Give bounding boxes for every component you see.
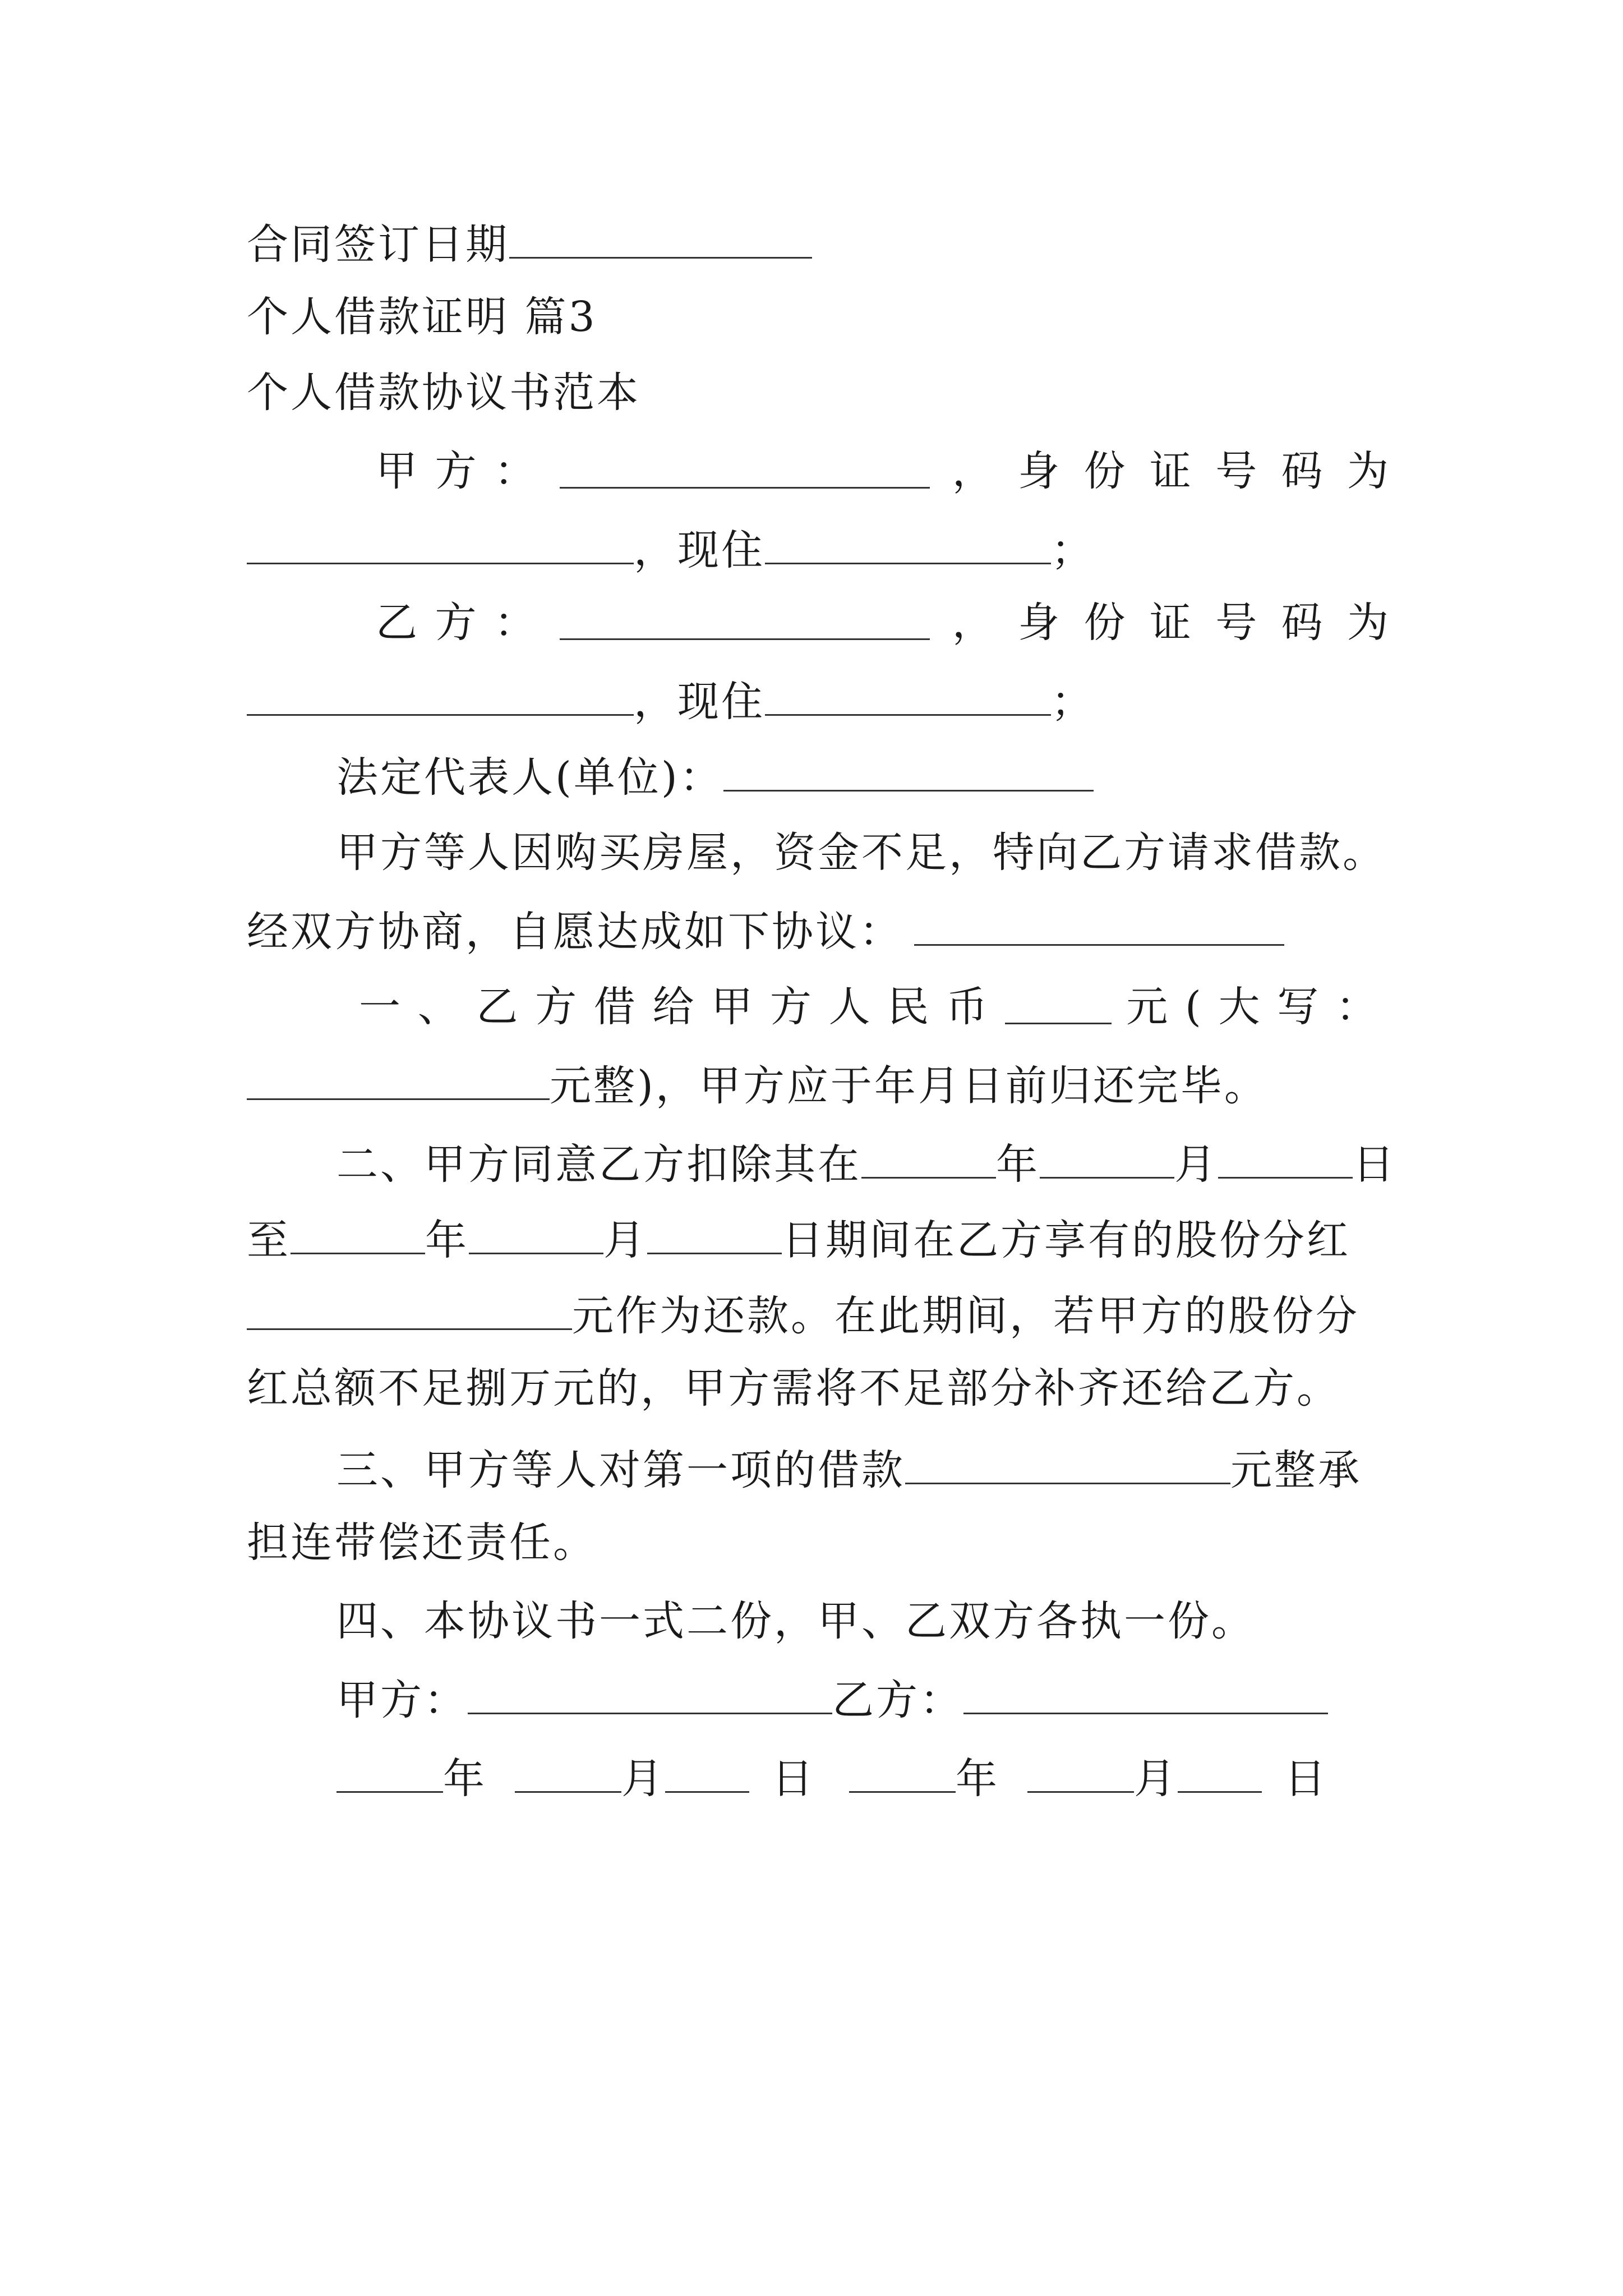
legal-rep-blank: [723, 746, 1094, 792]
id-label-char: 份: [1083, 447, 1128, 495]
id-label-char: 证: [1149, 447, 1193, 495]
clause-char: 甲: [711, 983, 755, 1031]
party-b-line: [376, 595, 1391, 651]
clause-1-line-2-text: 元整)，甲方应于年月日前归还完毕。: [550, 1062, 1268, 1110]
a-day-blank: [665, 1747, 749, 1793]
b-day-blank: [1178, 1747, 1262, 1793]
a-month-blank: [515, 1747, 621, 1793]
party-b-name-blank: [560, 595, 930, 640]
year-blank: [861, 1133, 996, 1179]
id-label-char: 身: [1018, 447, 1062, 495]
semicolon: ；: [1051, 678, 1095, 726]
legal-rep-line: [336, 746, 1391, 802]
id-label-char: 号: [1215, 599, 1260, 647]
year-label: 年: [996, 1140, 1040, 1189]
clause-char: 大: [1218, 983, 1262, 1031]
party-b-address-label: ，现住: [634, 678, 765, 726]
clause-4: 四、本协议书一式二份，甲、乙双方各执一份。: [336, 1597, 1255, 1645]
clause-char: 给: [652, 983, 697, 1031]
signing-date-label: 合同签订日期: [247, 220, 509, 269]
amount-upper-blank: [247, 1055, 550, 1100]
intro-line-1: 甲方等人因购买房屋，资金不足，特向乙方请求借款。: [336, 829, 1386, 877]
id-label-char: 证: [1149, 599, 1193, 647]
month-blank: [469, 1209, 603, 1254]
label-char: ：: [494, 447, 538, 495]
month-label: 月: [1134, 1755, 1178, 1803]
month-label: 月: [1174, 1140, 1218, 1189]
semicolon: ；: [1051, 526, 1095, 574]
clause-3-end: 元整承: [1230, 1446, 1362, 1494]
intro-line-2: [247, 900, 1391, 956]
clause-2-line-4: 红总额不足捌万元的，甲方需将不足部分补齐还给乙方。: [247, 1364, 1340, 1412]
clause-char: (: [1184, 983, 1204, 1031]
sign-party-a-label: 甲方：: [336, 1676, 468, 1724]
signature-line: [336, 1669, 1391, 1725]
dividend-blank: [247, 1285, 572, 1330]
b-month-blank: [1027, 1747, 1134, 1793]
clause-char: ：: [1335, 983, 1380, 1031]
clause-3-line-1: [336, 1439, 1391, 1495]
b-year-blank: [849, 1747, 956, 1793]
day-blank: [1218, 1133, 1353, 1179]
signing-date-blank: [509, 213, 812, 259]
clause-char: 方: [769, 983, 814, 1031]
a-year-blank: [336, 1747, 443, 1793]
clause-2-line-2: [247, 1209, 1391, 1265]
period-text: 日期间在乙方享有的股份分红: [782, 1216, 1350, 1264]
party-b-label: [376, 595, 538, 651]
party-b-address-blank: [765, 670, 1051, 716]
sign-party-b-label: 乙方：: [832, 1676, 963, 1724]
label-char: ：: [494, 599, 538, 647]
party-a-address-label: ，现住: [634, 526, 765, 574]
clause-char: 币: [946, 983, 990, 1031]
clause-3-line-2: 担连带偿还责任。: [247, 1519, 597, 1567]
clause-char: 元: [1126, 983, 1170, 1031]
id-label-char: 份: [1083, 599, 1128, 647]
year-label: 年: [443, 1755, 487, 1803]
day-label: 日: [772, 1755, 815, 1803]
clause-char: 借: [593, 983, 638, 1031]
label-char: 乙: [376, 599, 419, 647]
clause-char: 写: [1277, 983, 1321, 1031]
day-label: 日: [1353, 1140, 1396, 1189]
amount-blank: [1005, 979, 1112, 1024]
intro-blank: [914, 900, 1284, 946]
month-blank: [1040, 1133, 1174, 1179]
signing-date-line: [247, 213, 1391, 269]
id-label-char: 为: [1347, 599, 1391, 647]
clause-char: 、: [417, 983, 462, 1031]
clause-3-start: 三、甲方等人对第一项的借款: [336, 1446, 905, 1494]
party-a-address-blank: [765, 519, 1051, 564]
month-label: 月: [621, 1755, 665, 1803]
party-a-label: [376, 443, 538, 499]
loan-amount-blank: [905, 1439, 1230, 1484]
intro-line-2-text: 经双方协商，自愿达成如下协议：: [247, 908, 903, 956]
sign-party-a-blank: [468, 1669, 832, 1714]
document-title: 个人借款协议书范本: [247, 369, 640, 417]
label-char: 方: [435, 599, 479, 647]
party-b-id-address-line: [247, 670, 1391, 726]
clause-char: 方: [535, 983, 579, 1031]
id-label-char: 码: [1281, 599, 1325, 647]
legal-rep-label: 法定代表人(单位)：: [336, 753, 723, 802]
clause-char: 一: [359, 983, 403, 1031]
party-a-name-blank: [560, 443, 930, 489]
year-label: 年: [425, 1216, 469, 1264]
year-blank: [291, 1209, 425, 1254]
party-a-id-blank: [247, 519, 634, 564]
date-line: [336, 1747, 1391, 1803]
label-char: 甲: [376, 447, 419, 495]
clause-2-line-3-text: 元作为还款。在此期间，若甲方的股份分: [572, 1292, 1359, 1340]
id-label-char: 为: [1347, 447, 1391, 495]
sign-party-b-blank: [963, 1669, 1328, 1714]
id-label-char: 码: [1281, 447, 1325, 495]
comma: ，: [952, 599, 996, 647]
clause-char: 乙: [476, 983, 520, 1031]
party-a-id-address-line: [247, 519, 1391, 575]
clause-1-line-2: [247, 1055, 1391, 1111]
party-b-id-blank: [247, 670, 634, 716]
label-char: 方: [435, 447, 479, 495]
section-heading: 个人借款证明 篇3: [247, 293, 597, 341]
year-label: 年: [956, 1755, 999, 1803]
day-label: 日: [1284, 1755, 1328, 1803]
to-label: 至: [247, 1216, 291, 1264]
party-a-line: [376, 443, 1391, 499]
clause-2-line-1: [336, 1133, 1396, 1189]
comma: ，: [952, 447, 996, 495]
clause-char: 人: [828, 983, 873, 1031]
id-label-char: 号: [1215, 447, 1260, 495]
clause-2-line-3: [247, 1285, 1391, 1341]
clause-char: 民: [887, 983, 932, 1031]
clause-2-start: 二、甲方同意乙方扣除其在: [336, 1140, 861, 1189]
day-blank: [647, 1209, 782, 1254]
clause-1-line-1: [359, 979, 1380, 1035]
month-label: 月: [603, 1216, 647, 1264]
id-label-char: 身: [1018, 599, 1062, 647]
